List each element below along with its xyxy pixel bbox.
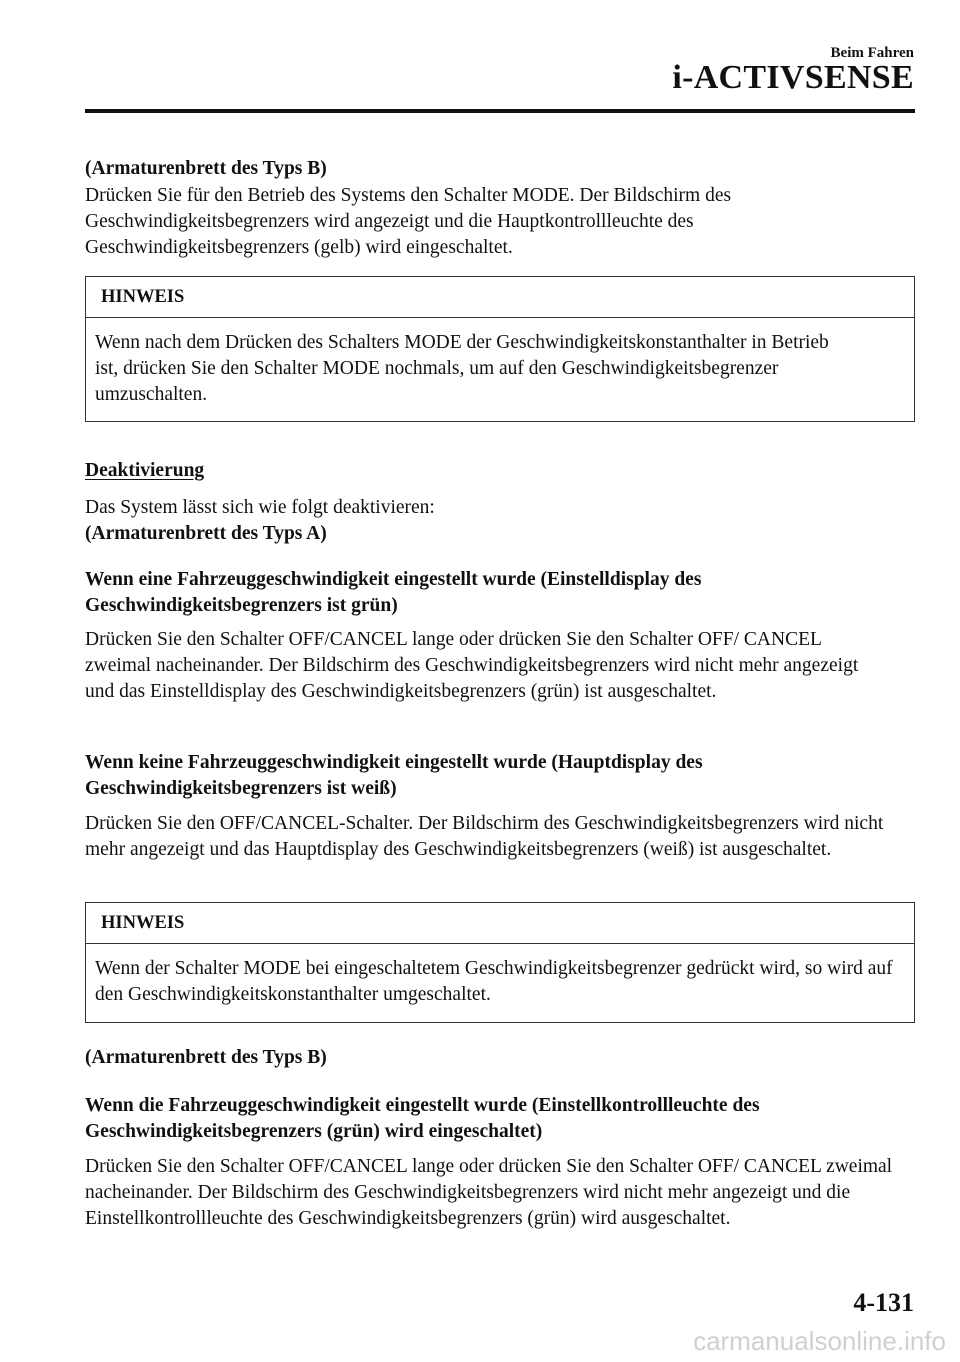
note-box-1 <box>85 276 915 422</box>
typ-b-set-heading: Wenn die Fahrzeuggeschwindigkeit eingestellt wurde (Einstellkontrollleuchte des Geschwindigkeitsbegrenzers (grün) wird eingeschaltet) <box>85 1095 760 1142</box>
deactivation-intro: Das System lässt sich wie folgt deaktivieren: <box>85 497 435 518</box>
typ-b2-heading: (Armaturenbrett des Typs B) <box>85 1047 327 1068</box>
typ-b-paragraph: Drücken Sie für den Betrieb des Systems den Schalter MODE. Der Bildschirm des Geschwindigkeitsbegrenzers wird angezeigt und die Hauptkontrollleuchte des Geschwindigkeitsbegrenzers (gelb) wird eingeschaltet. <box>85 185 732 258</box>
typ-a-set-heading: Wenn eine Fahrzeuggeschwindigkeit eingestellt wurde (Einstelldisplay des Geschwindigkeitsbegrenzers ist grün) <box>85 569 702 616</box>
header-divider <box>85 109 915 113</box>
typ-b-set-paragraph: Drücken Sie den Schalter OFF/CANCEL lange oder drücken Sie den Schalter OFF/ CANCEL zweimal nacheinander. Der Bildschirm des Geschwindigkeitsbegrenzers wird nicht mehr angezeigt und die Einstellkontrollleuchte des Geschwindigkeitsbegrenzers (grün) wird ausgeschaltet. <box>85 1156 893 1229</box>
page-number: 4-131 <box>853 1288 914 1317</box>
note-text-1: Wenn nach dem Drücken des Schalters MODE der Geschwindigkeitskonstanthalter in Betrieb ist, drücken Sie den Schalter MODE nochmals, um auf den Geschwindigkeitsbegrenzer umzuschalten. <box>95 332 829 405</box>
note-label-1: HINWEIS <box>86 277 914 318</box>
header-section-label: Beim Fahren <box>830 45 914 61</box>
typ-a-unset-paragraph: Drücken Sie den OFF/CANCEL-Schalter. Der Bildschirm des Geschwindigkeitsbegrenzers wird nicht mehr angezeigt und das Hauptdisplay des Geschwindigkeitsbegrenzers (weiß) ist ausgeschaltet. <box>85 813 884 860</box>
note-text-2: Wenn der Schalter MODE bei eingeschaltetem Geschwindigkeitsbegrenzer gedrückt wird, so wird auf den Geschwindigkeitskonstanthalter umgeschaltet. <box>95 958 893 1005</box>
typ-b-heading: (Armaturenbrett des Typs B) <box>85 158 327 179</box>
note-box-2 <box>85 902 915 1023</box>
typ-a-unset-heading: Wenn keine Fahrzeuggeschwindigkeit eingestellt wurde (Hauptdisplay des Geschwindigkeitsbegrenzers ist weiß) <box>85 752 703 799</box>
header-title: i-ACTIVSENSE <box>672 59 914 96</box>
deactivation-heading: Deaktivierung <box>85 460 205 481</box>
typ-a-set-paragraph: Drücken Sie den Schalter OFF/CANCEL lange oder drücken Sie den Schalter OFF/ CANCEL zweimal nacheinander. Der Bildschirm des Geschwindigkeitsbegrenzers wird nicht mehr angezeigt und das Einstelldisplay des Geschwindigkeitsbegrenzers (grün) ist ausgeschaltet. <box>85 629 859 702</box>
note-label-2: HINWEIS <box>86 903 914 944</box>
typ-a-heading: (Armaturenbrett des Typs A) <box>85 523 327 544</box>
watermark: carmanualsonline.info <box>693 1326 946 1356</box>
